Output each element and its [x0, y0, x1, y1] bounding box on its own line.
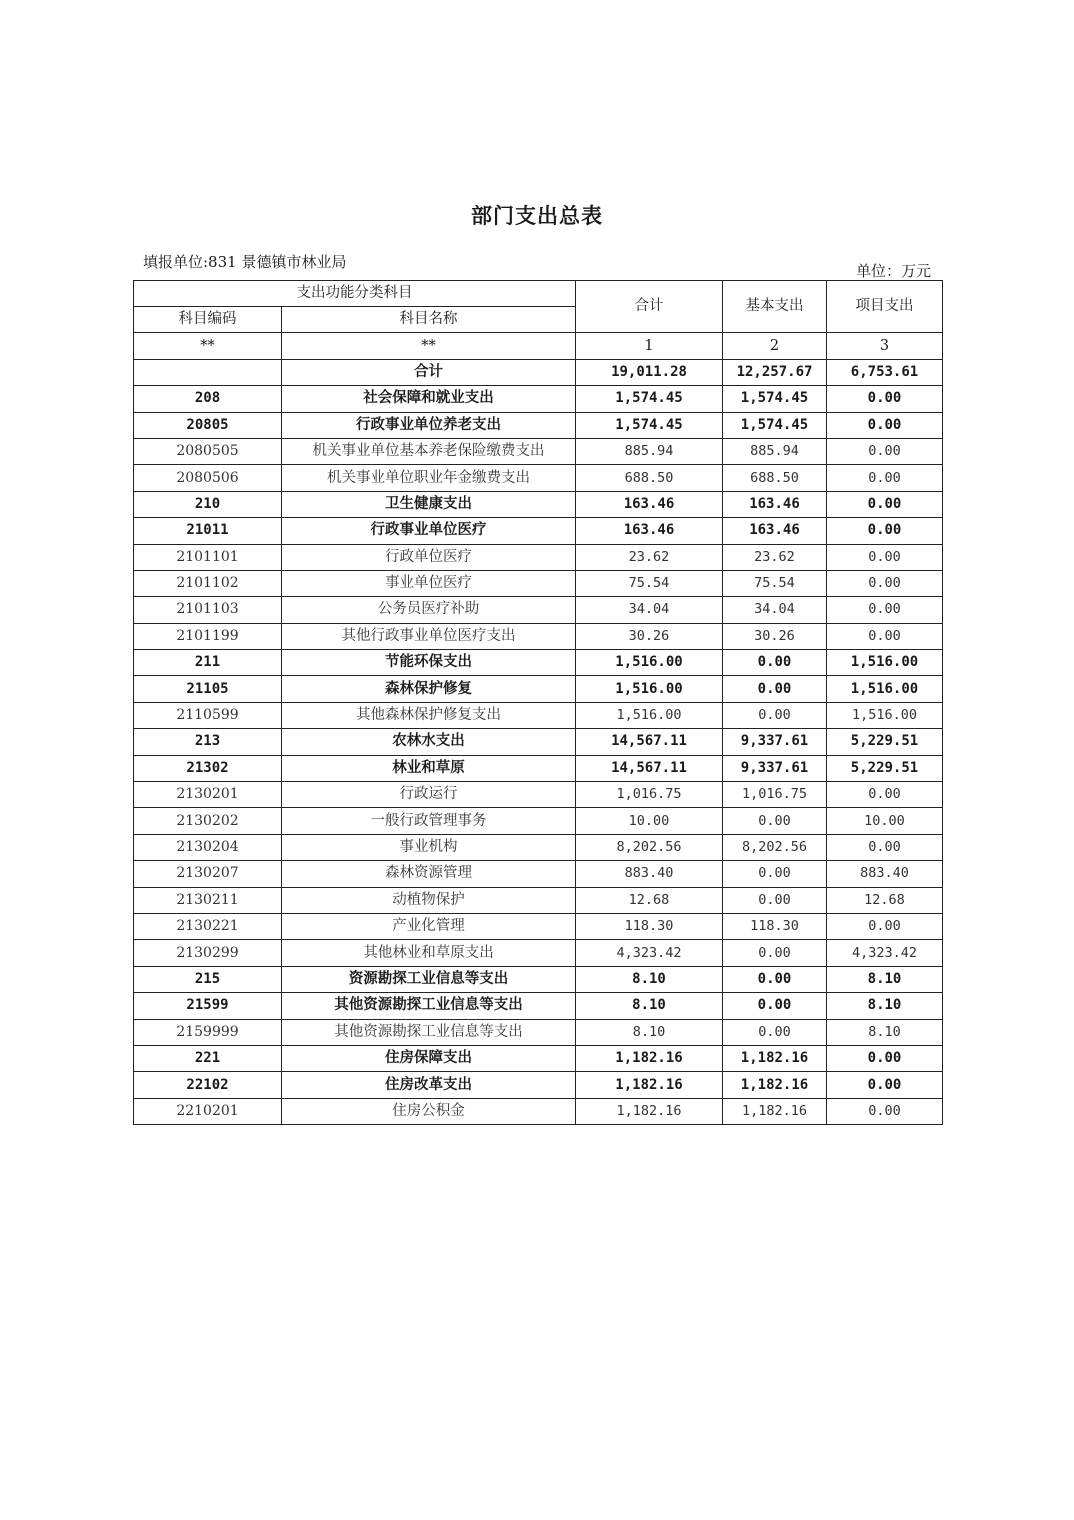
table-row [134, 597, 943, 623]
cell-code: 2130221 [134, 913, 282, 939]
cell-name: 其他林业和草原支出 [282, 940, 576, 966]
cell-basic: 1,574.45 [723, 386, 827, 412]
cell-project: 0.00 [827, 465, 943, 491]
cell-name: 其他资源勘探工业信息等支出 [282, 993, 576, 1019]
cell-code: 2130207 [134, 861, 282, 887]
cell-total: 1,182.16 [576, 1072, 723, 1098]
cell-code: 2130211 [134, 887, 282, 913]
index-cell: ** [134, 333, 282, 359]
cell-project: 8.10 [827, 993, 943, 1019]
table-row [134, 940, 943, 966]
cell-project: 0.00 [827, 570, 943, 596]
cell-basic: 0.00 [723, 993, 827, 1019]
cell-name: 一般行政管理事务 [282, 808, 576, 834]
table-row [134, 702, 943, 728]
table-row [134, 861, 943, 887]
cell-code: 221 [134, 1045, 282, 1071]
cell-name: 农林水支出 [282, 729, 576, 755]
cell-project: 0.00 [827, 1072, 943, 1098]
cell-name: 产业化管理 [282, 913, 576, 939]
cell-basic: 0.00 [723, 808, 827, 834]
cell-basic: 23.62 [723, 544, 827, 570]
cell-code: 2210201 [134, 1098, 282, 1124]
cell-basic: 163.46 [723, 518, 827, 544]
reporting-unit: 填报单位:831 景德镇市林业局 [143, 253, 347, 271]
cell-project: 0.00 [827, 544, 943, 570]
cell-project: 0.00 [827, 782, 943, 808]
cell-basic: 9,337.61 [723, 755, 827, 781]
cell-total: 688.50 [576, 465, 723, 491]
cell-name: 社会保障和就业支出 [282, 386, 576, 412]
cell-code: 215 [134, 966, 282, 992]
cell-name: 住房公积金 [282, 1098, 576, 1124]
cell-project: 5,229.51 [827, 729, 943, 755]
cell-project: 6,753.61 [827, 359, 943, 385]
cell-code: 2130204 [134, 834, 282, 860]
cell-name: 公务员医疗补助 [282, 597, 576, 623]
table-row [134, 570, 943, 596]
cell-name: 事业单位医疗 [282, 570, 576, 596]
cell-name: 事业机构 [282, 834, 576, 860]
cell-name: 机关事业单位职业年金缴费支出 [282, 465, 576, 491]
cell-project: 4,323.42 [827, 940, 943, 966]
table-row [134, 1098, 943, 1124]
cell-total: 1,574.45 [576, 386, 723, 412]
table-row [134, 729, 943, 755]
table-row [134, 623, 943, 649]
cell-total: 34.04 [576, 597, 723, 623]
cell-total: 23.62 [576, 544, 723, 570]
cell-basic: 1,016.75 [723, 782, 827, 808]
cell-code: 2159999 [134, 1019, 282, 1045]
table-row [134, 650, 943, 676]
index-cell: 2 [723, 333, 827, 359]
cell-basic: 885.94 [723, 438, 827, 464]
cell-basic: 0.00 [723, 966, 827, 992]
cell-total: 1,516.00 [576, 650, 723, 676]
cell-name: 其他森林保护修复支出 [282, 702, 576, 728]
cell-total: 163.46 [576, 518, 723, 544]
header-code: 科目编码 [134, 307, 282, 333]
cell-total: 12.68 [576, 887, 723, 913]
cell-project: 0.00 [827, 834, 943, 860]
cell-project: 0.00 [827, 623, 943, 649]
cell-total: 163.46 [576, 491, 723, 517]
cell-code: 213 [134, 729, 282, 755]
cell-name: 其他资源勘探工业信息等支出 [282, 1019, 576, 1045]
cell-code: 21105 [134, 676, 282, 702]
table-row [134, 518, 943, 544]
table-row [134, 887, 943, 913]
cell-basic: 0.00 [723, 676, 827, 702]
table-row [134, 755, 943, 781]
cell-total: 8.10 [576, 993, 723, 1019]
header-basic: 基本支出 [723, 281, 827, 333]
cell-basic: 0.00 [723, 650, 827, 676]
cell-code: 2101199 [134, 623, 282, 649]
cell-project: 883.40 [827, 861, 943, 887]
cell-code: 2110599 [134, 702, 282, 728]
cell-project: 8.10 [827, 1019, 943, 1045]
cell-basic: 0.00 [723, 887, 827, 913]
cell-code: 2130299 [134, 940, 282, 966]
cell-total: 118.30 [576, 913, 723, 939]
header-project: 项目支出 [827, 281, 943, 333]
cell-basic: 8,202.56 [723, 834, 827, 860]
table-row [134, 386, 943, 412]
cell-code: 2130202 [134, 808, 282, 834]
cell-basic: 688.50 [723, 465, 827, 491]
cell-project: 1,516.00 [827, 702, 943, 728]
cell-project: 0.00 [827, 518, 943, 544]
cell-basic: 0.00 [723, 861, 827, 887]
cell-name: 住房改革支出 [282, 1072, 576, 1098]
currency-unit: 单位：万元 [855, 262, 931, 280]
table-row [134, 1045, 943, 1071]
cell-basic: 12,257.67 [723, 359, 827, 385]
cell-basic: 1,182.16 [723, 1098, 827, 1124]
cell-project: 0.00 [827, 597, 943, 623]
cell-project: 1,516.00 [827, 650, 943, 676]
index-cell: ** [282, 333, 576, 359]
cell-code: 208 [134, 386, 282, 412]
cell-project: 0.00 [827, 1045, 943, 1071]
page-title: 部门支出总表 [471, 203, 603, 228]
table-row [134, 465, 943, 491]
cell-basic: 34.04 [723, 597, 827, 623]
cell-code: 2101103 [134, 597, 282, 623]
cell-code: 2101101 [134, 544, 282, 570]
cell-code: 210 [134, 491, 282, 517]
cell-project: 0.00 [827, 491, 943, 517]
cell-name: 合计 [282, 359, 576, 385]
cell-basic: 163.46 [723, 491, 827, 517]
cell-code: 2080506 [134, 465, 282, 491]
cell-basic: 1,182.16 [723, 1045, 827, 1071]
cell-code: 22102 [134, 1072, 282, 1098]
cell-total: 8.10 [576, 966, 723, 992]
cell-basic: 0.00 [723, 1019, 827, 1045]
cell-total: 30.26 [576, 623, 723, 649]
table-row [134, 913, 943, 939]
cell-project: 0.00 [827, 913, 943, 939]
cell-code: 21011 [134, 518, 282, 544]
cell-total: 1,516.00 [576, 676, 723, 702]
cell-code [134, 359, 282, 385]
cell-name: 资源勘探工业信息等支出 [282, 966, 576, 992]
cell-name: 机关事业单位基本养老保险缴费支出 [282, 438, 576, 464]
cell-project: 8.10 [827, 966, 943, 992]
cell-name: 行政单位医疗 [282, 544, 576, 570]
cell-project: 0.00 [827, 386, 943, 412]
table-row [134, 676, 943, 702]
index-cell: 3 [827, 333, 943, 359]
cell-name: 住房保障支出 [282, 1045, 576, 1071]
cell-project: 0.00 [827, 438, 943, 464]
cell-code: 2080505 [134, 438, 282, 464]
cell-total: 75.54 [576, 570, 723, 596]
table-row [134, 438, 943, 464]
cell-total: 19,011.28 [576, 359, 723, 385]
cell-project: 1,516.00 [827, 676, 943, 702]
table-row [134, 966, 943, 992]
table-row [134, 834, 943, 860]
cell-basic: 9,337.61 [723, 729, 827, 755]
cell-code: 20805 [134, 412, 282, 438]
cell-basic: 0.00 [723, 702, 827, 728]
cell-name: 卫生健康支出 [282, 491, 576, 517]
cell-name: 林业和草原 [282, 755, 576, 781]
expenditure-table [133, 280, 943, 1125]
cell-project: 5,229.51 [827, 755, 943, 781]
cell-name: 森林保护修复 [282, 676, 576, 702]
cell-total: 883.40 [576, 861, 723, 887]
table-row [134, 808, 943, 834]
table-row [134, 993, 943, 1019]
cell-total: 10.00 [576, 808, 723, 834]
cell-basic: 1,182.16 [723, 1072, 827, 1098]
cell-total: 1,574.45 [576, 412, 723, 438]
table-row [134, 1072, 943, 1098]
cell-total: 1,516.00 [576, 702, 723, 728]
cell-basic: 0.00 [723, 940, 827, 966]
cell-project: 0.00 [827, 1098, 943, 1124]
table-row [134, 1019, 943, 1045]
cell-project: 10.00 [827, 808, 943, 834]
cell-basic: 30.26 [723, 623, 827, 649]
table-row [134, 491, 943, 517]
cell-name: 森林资源管理 [282, 861, 576, 887]
cell-name: 动植物保护 [282, 887, 576, 913]
cell-basic: 118.30 [723, 913, 827, 939]
cell-name: 其他行政事业单位医疗支出 [282, 623, 576, 649]
index-row [134, 333, 943, 359]
cell-name: 行政运行 [282, 782, 576, 808]
cell-code: 211 [134, 650, 282, 676]
cell-code: 2101102 [134, 570, 282, 596]
table-row [134, 782, 943, 808]
cell-basic: 75.54 [723, 570, 827, 596]
cell-total: 1,182.16 [576, 1098, 723, 1124]
cell-total: 1,016.75 [576, 782, 723, 808]
header-row [134, 281, 943, 307]
cell-code: 21302 [134, 755, 282, 781]
cell-total: 1,182.16 [576, 1045, 723, 1071]
cell-total: 4,323.42 [576, 940, 723, 966]
cell-name: 节能环保支出 [282, 650, 576, 676]
cell-name: 行政事业单位养老支出 [282, 412, 576, 438]
cell-basic: 1,574.45 [723, 412, 827, 438]
header-name: 科目名称 [282, 307, 576, 333]
cell-project: 0.00 [827, 412, 943, 438]
cell-code: 21599 [134, 993, 282, 1019]
cell-total: 885.94 [576, 438, 723, 464]
header-total: 合计 [576, 281, 723, 333]
cell-total: 14,567.11 [576, 755, 723, 781]
index-cell: 1 [576, 333, 723, 359]
cell-code: 2130201 [134, 782, 282, 808]
cell-total: 14,567.11 [576, 729, 723, 755]
cell-project: 12.68 [827, 887, 943, 913]
cell-name: 行政事业单位医疗 [282, 518, 576, 544]
cell-total: 8.10 [576, 1019, 723, 1045]
cell-total: 8,202.56 [576, 834, 723, 860]
header-group: 支出功能分类科目 [134, 281, 576, 307]
table-row [134, 359, 943, 385]
table-row [134, 544, 943, 570]
table-row [134, 412, 943, 438]
